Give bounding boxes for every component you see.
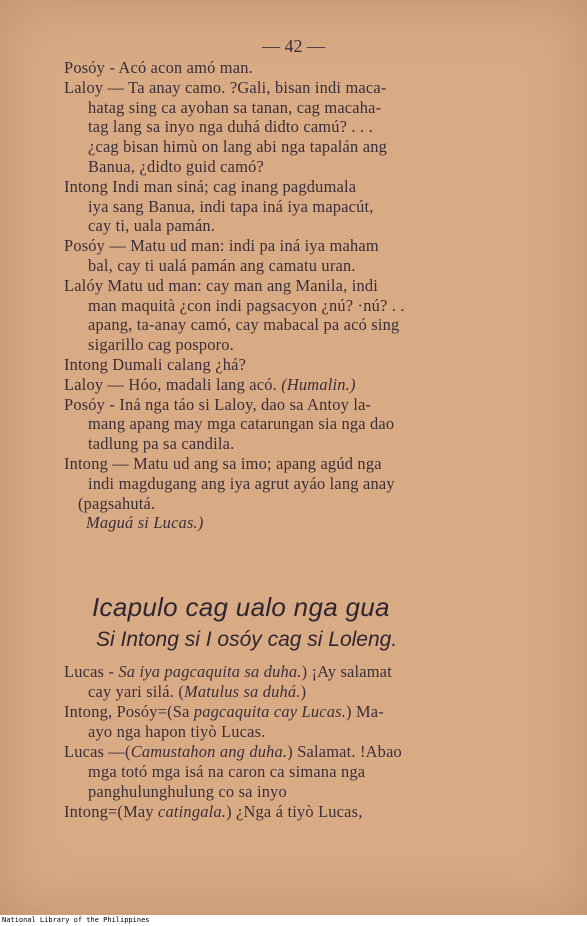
text-fragment: cay yari silá. ( [88,682,185,701]
stage-direction: Sa iya pagcaquita sa duha. [118,662,302,681]
speaker: Intong=(May [64,802,159,821]
text-line: Posóy — Matu ud man: indi pa iná iya maham [64,236,379,256]
library-footer: National Library of the Philippines [2,916,150,924]
text-line: tag lang sa inyo nga duhá didto camú? . . . [88,117,373,137]
text-line: Banua, ¿didto guid camó? [88,156,264,176]
text-line: panghulunghulung co sa inyo [88,782,287,801]
text-line: Intong Indi man siná; cag inang pagdumala [64,176,357,196]
text-fragment: ) Ma- [346,702,384,721]
text-line [64,742,514,762]
text-line: bal, cay ti ualá pamán ang camatu uran. [88,255,356,275]
text-line [64,682,514,702]
text-line: cay ti, uala pamán. [88,216,216,236]
stage-direction: Matulus sa duhá. [184,682,301,701]
text-line: indi magdugang ang iya agrut ayáo lang anay [88,473,395,493]
text-line: (pagsahutá. [78,493,156,513]
text-line: Posóy - Iná nga táo si Laloy, dao sa Antoy la- [64,394,372,414]
page-number: — 42 — [262,36,325,56]
text-line: apang, ta-anay camó, cay mabacal pa acó sing [88,315,400,335]
text-line: hatag sing ca ayohan sa tanan, cag macaha- [88,97,382,117]
text-line: Lalóy Matu ud man: cay man ang Manila, indi [64,275,379,295]
text-line: Intong Dumali calang ¿há? [64,354,247,374]
stage-direction: Maguá si Lucas.) [86,513,204,533]
text-line [64,802,514,822]
text-line: iya sang Banua, indi tapa iná iya mapacút, [88,196,374,216]
text-fragment: ) [300,682,307,701]
text-line [64,662,514,682]
chapter-title: Icapulo cag ualo nga gua [92,592,390,622]
stage-direction: catingala. [158,802,227,821]
dialogue-block-bottom [64,662,514,822]
text-line [64,375,514,395]
text-line [64,702,514,722]
text-line: Posóy - Acó acon amó man. [64,58,253,77]
text-line: tadlung pa sa candila. [88,434,235,454]
text-line: sigarillo cag posporo. [88,335,234,355]
text-fragment: ) Salamat. !Abao [287,742,402,761]
speaker: Intong, Posóy=(Sa [64,702,194,721]
text-line: Laloy — Ta anay camo. ?Gali, bisan indi maca- [64,77,387,97]
stage-direction: Camustahon ang duha. [130,742,288,761]
text-line: mga totó mga isá na caron ca simana nga [88,762,366,781]
dialogue-block-top [64,58,514,533]
text-fragment: ) ¿Nga á tiyò Lucas, [226,802,363,821]
text-fragment: ) ¡Ay salamat [301,662,392,681]
speaker: Lucas —( [64,742,131,761]
chapter-subtitle: Si Intong si I osóy cag si Loleng. [96,628,398,651]
stage-direction: pagcaquita cay Lucas. [193,702,347,721]
text-line: man maquità ¿con indi pagsacyon ¿nú? ·nú? . . [88,295,405,315]
text-line: ¿cag bisan himù on lang abi nga tapalán ang [88,137,387,157]
stage-direction: (Humalin.) [281,374,356,394]
speaker: Lucas - [64,662,119,681]
text-line: mang apang may mga catarungan sia nga dao [88,414,395,434]
text-fragment: Laloy — Hóo, madali lang acó. [64,374,277,394]
text-line: ayo nga hapon tiyò Lucas. [88,722,266,741]
text-line: Intong — Matu ud ang sa imo; apang agúd nga [64,453,382,473]
